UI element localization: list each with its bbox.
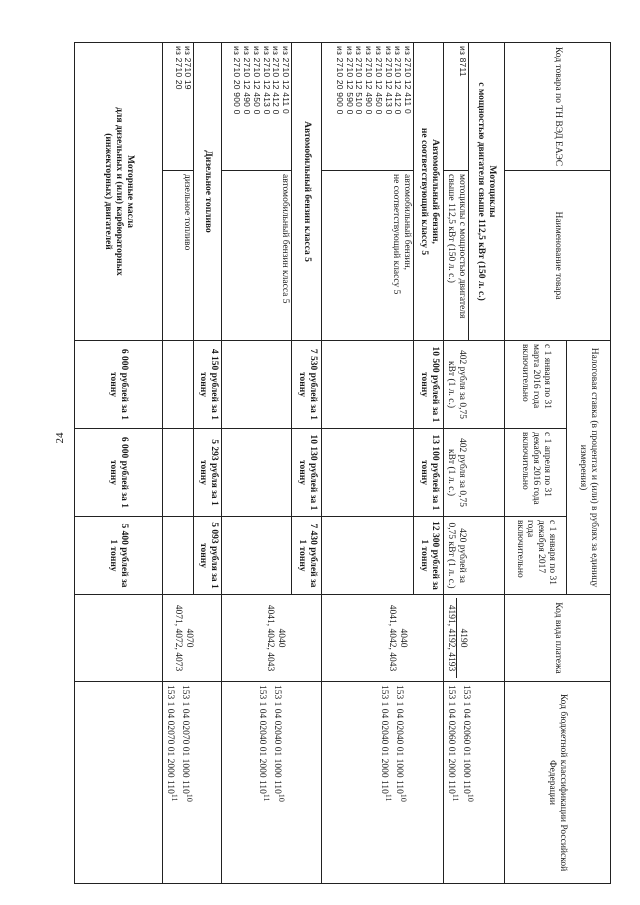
petrol-nc-kbk-2: 153 1 04 02040 01 2000 $110^{11}$	[378, 685, 394, 802]
diesel-budget-codes	[163, 682, 222, 884]
page-number: 24	[54, 432, 66, 444]
petrol-5-code: из 2710 12 490 0	[242, 46, 253, 115]
petrol-nc-title-line-2: не соответствующий классу 5	[418, 127, 429, 256]
petrol-5-codes	[222, 43, 292, 171]
diesel-rate-2: 5 293 рубля за 1 тонну	[194, 429, 222, 517]
petrol-nc-rate-3: 12 300 рублей за 1 тонну	[414, 517, 444, 595]
moto-name-line-2: свыше 112,5 кВт (150 л. с.)	[446, 174, 457, 283]
moto-budget-codes	[444, 682, 505, 884]
diesel-kbk-1: 153 1 04 02070 01 1000 $110^{10}$	[180, 685, 195, 802]
petrol-5-payment-codes	[222, 595, 322, 682]
petrol-5-code: из 2710 12 412 0	[271, 46, 282, 115]
petrol-nc-pay-2: 4041, 4042, 4043	[387, 604, 398, 672]
diesel-rate-3: 5 093 рубля за 1 тонну	[194, 517, 222, 595]
petrol-5-code: из 2710 12 413 0	[261, 46, 272, 115]
moto-title-line-2: с мощностью двигателя свыше 112,5 кВт (150 л. с.)	[476, 82, 487, 301]
moto-rate-3: 420 рублей за 0,75 кВт (1 л. с.)	[444, 517, 505, 595]
diesel-pay-2: 4071, 4072, 4073	[173, 604, 184, 672]
oils-rate-1: 6 000 рублей за 1 тонну	[75, 341, 163, 429]
petrol-nc-code: из 2710 12 490 0	[364, 46, 375, 115]
petrol-nc-name-line-2: не соответствующий классу 5	[391, 174, 402, 295]
petrol-nc-codes	[322, 43, 414, 171]
petrol-nc-code: из 2710 12 412 0	[393, 46, 404, 115]
petrol-5-name: автомобильный бензин класса 5	[222, 171, 292, 341]
header-budget-code: Код бюджетной классификации Российской Федерации	[505, 682, 611, 884]
section-title-petrol-class5: Автомобильный бензин класса 5	[292, 43, 322, 341]
header-tax-rate: Налоговая ставка (в процентах и (или) в рублях за единицу измерения)	[567, 341, 611, 595]
header-period-2: с 1 апреля по 31 декабря 2016 года включительно	[505, 429, 567, 517]
section-title-petrol-nonclass5	[414, 43, 444, 341]
diesel-payment-codes	[163, 595, 222, 682]
header-period-3: с 1 января по 31 декабря 2017 года включительно	[505, 517, 567, 595]
petrol-nc-code: из 2710 12 510 0	[354, 46, 365, 115]
moto-rate-2: 402 рубля за 0,75 кВт (1 л. с.)	[444, 429, 505, 517]
petrol-5-rate-1: 7 530 рублей за 1 тонну	[292, 341, 322, 429]
moto-title-line-1: Мотоциклы	[487, 165, 498, 218]
excise-tax-rate-table	[74, 42, 611, 884]
tax-rate-table-rotated	[74, 42, 611, 883]
petrol-nc-code: из 2710 20 900 0	[334, 46, 345, 115]
petrol-nc-pay-1: 4040	[398, 628, 409, 648]
diesel-pay-1: 4070	[184, 628, 195, 648]
moto-name-line-1: мотоциклы с мощностью двигателя	[457, 174, 467, 319]
petrol-5-pay-2: 4041, 4042, 4043	[265, 604, 276, 672]
petrol-nc-kbk-1: 153 1 04 02040 01 1000 $110^{10}$	[394, 685, 409, 802]
header-product-name: Наименование товара	[505, 171, 611, 341]
petrol-5-code: из 2710 12 450 0	[251, 46, 262, 115]
moto-code: из 8711	[444, 43, 469, 171]
header-payment-code: Код вида платежа	[505, 595, 611, 682]
petrol-5-kbk-2: 153 1 04 02040 01 2000 $110^{11}$	[256, 685, 272, 802]
diesel-code: из 2710 19	[183, 46, 194, 90]
section-title-motor-oils	[75, 43, 163, 341]
moto-kbk-2: 153 1 04 02060 01 2000 $110^{11}$	[446, 685, 461, 802]
petrol-5-pay-1: 4040	[276, 628, 287, 648]
oils-title-line-3: (инжекторных) двигателей	[103, 133, 114, 250]
section-title-diesel: Дизельное топливо	[194, 43, 222, 341]
petrol-5-budget-codes	[222, 682, 322, 884]
diesel-rate-1: 4 150 рублей за 1 тонну	[194, 341, 222, 429]
diesel-codes	[163, 43, 194, 171]
petrol-5-rate-3: 7 430 рублей за 1 тонну	[292, 517, 322, 595]
moto-pay-1: 4190	[458, 628, 468, 648]
moto-kbk-1: 153 1 04 02060 01 1000 $110^{10}$	[461, 685, 476, 802]
moto-rate-1: 402 рубля за 0,75 кВт (1 л. с.)	[444, 341, 505, 429]
petrol-nc-payment-codes	[322, 595, 444, 682]
tax-rate-table-frame	[74, 42, 611, 883]
petrol-5-kbk-1: 153 1 04 02040 01 1000 $110^{10}$	[272, 685, 287, 802]
petrol-5-rate-2: 10 130 рублей за 1 тонну	[292, 429, 322, 517]
petrol-nc-title-line-1: Автомобильный бензин,	[429, 139, 440, 244]
diesel-kbk-2: 153 1 04 02070 01 2000 $110^{11}$	[164, 685, 180, 802]
moto-pay-2: 4191, 4192, 4193	[445, 598, 457, 678]
petrol-5-code: из 2710 20 900 0	[232, 46, 243, 115]
petrol-nc-code: из 2710 12 590 0	[344, 46, 355, 115]
petrol-nc-code: из 2710 12 450 0	[373, 46, 384, 115]
petrol-nc-code: из 2710 12 411 0	[403, 46, 414, 114]
oils-rate-3: 5 400 рублей за 1 тонну	[75, 517, 163, 595]
petrol-nc-name	[322, 171, 414, 341]
oils-rate-2: 6 000 рублей за 1 тонну	[75, 429, 163, 517]
petrol-nc-rate-1: 10 500 рублей за 1 тонну	[414, 341, 444, 429]
oils-title-line-2: для дизельных и (или) карбюраторных	[113, 107, 124, 276]
header-period-1: с 1 января по 31 марта 2016 года включительно	[505, 341, 567, 429]
petrol-nc-code: из 2710 12 413 0	[383, 46, 394, 115]
header-product-code: Код товара по ТН ВЭД ЕАЭС	[505, 43, 611, 171]
petrol-nc-rate-2: 13 100 рублей за 1 тонну	[414, 429, 444, 517]
diesel-code: из 2710 20	[173, 46, 184, 90]
petrol-nc-budget-codes	[322, 682, 444, 884]
oils-title-line-1: Моторные масла	[124, 155, 135, 228]
diesel-name: дизельное топливо	[163, 171, 194, 341]
moto-name	[444, 171, 469, 341]
petrol-5-code: из 2710 12 411 0	[281, 46, 292, 114]
petrol-nc-name-line-1: автомобильный бензин,	[402, 174, 413, 271]
section-title-motorcycles	[469, 43, 505, 341]
moto-payment-codes	[444, 595, 505, 682]
